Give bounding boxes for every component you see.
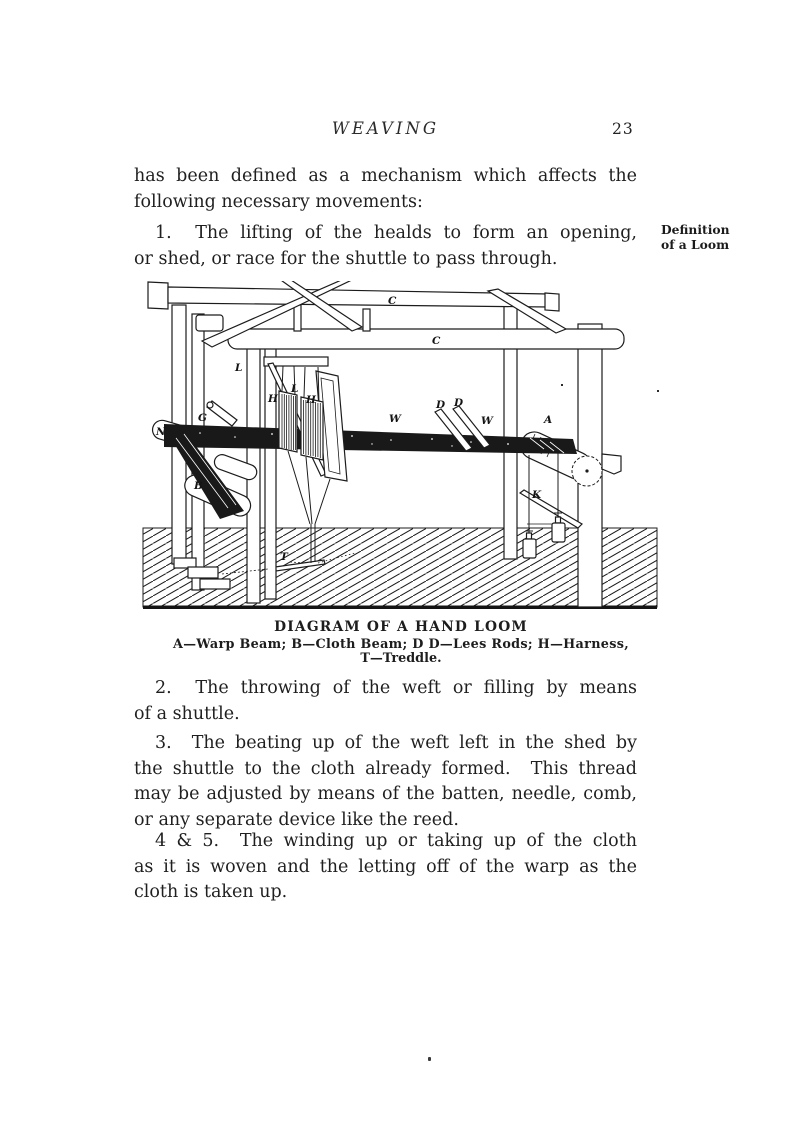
text-line: 1. The lifting of the healds to form an opening,: [155, 223, 637, 243]
text-line: following necessary movements:: [134, 191, 423, 212]
paragraph-item-2: [134, 676, 637, 727]
margin-note-line: of a Loom: [661, 236, 730, 252]
label-t: T: [280, 551, 288, 563]
label-b: B: [194, 480, 203, 492]
label-n: N: [156, 426, 166, 438]
label-d1: D: [436, 399, 446, 411]
text-line: or any separate device like the reed.: [134, 809, 459, 830]
label-a: A: [544, 414, 553, 426]
text-line: 2. The throwing of the weft or filling by means: [155, 678, 637, 698]
label-c-mid: C: [432, 335, 441, 347]
label-l1: L: [235, 362, 243, 374]
text-line: the shuttle to the cloth already formed. This thread: [134, 758, 637, 779]
scan-speck: [428, 1057, 431, 1061]
label-d2: D: [454, 397, 464, 409]
margin-note: [661, 223, 771, 252]
figure-caption-title: DIAGRAM OF A HAND LOOM: [274, 619, 528, 635]
running-header-title: WEAVING: [331, 119, 440, 138]
paragraph-intro: [134, 164, 637, 215]
label-h2: H: [306, 394, 316, 406]
paragraph-item-4-5: [134, 829, 637, 906]
label-g: G: [198, 412, 207, 424]
text-line: may be adjusted by means of the batten, needle, comb,: [134, 784, 637, 805]
warp-beam-end: [572, 456, 602, 486]
text-line: as it is woven and the letting off of the warp as the: [134, 856, 637, 877]
text-line: of a shuttle.: [134, 703, 240, 724]
text-line: cloth is taken up.: [134, 882, 288, 903]
figure-caption-key-line2: T—Treddle.: [360, 651, 442, 666]
top-frame-beams: [148, 281, 624, 366]
label-w1: W: [389, 413, 401, 425]
margin-note-line: Definition: [661, 222, 730, 237]
text-line: has been defined as a mechanism which affects the: [134, 166, 637, 186]
figure-caption-key-line1: A—Warp Beam; B—Cloth Beam; D D—Lees Rods; H—Harness,: [172, 637, 630, 652]
paragraph-item-1: [134, 221, 637, 272]
text-line: 3. The beating up of the weft left in the shed by: [155, 733, 637, 753]
text-line: 4 & 5. The winding up or taking up of the cloth: [155, 831, 637, 851]
page-number: 23: [612, 120, 634, 138]
label-h1: H: [268, 393, 278, 405]
paragraph-item-3: [134, 731, 637, 833]
temple-rod: [207, 401, 237, 426]
label-l2: L: [291, 383, 299, 395]
label-k: K: [532, 489, 542, 501]
label-w2: W: [481, 415, 493, 427]
scan-specks: [561, 384, 659, 392]
label-c-top: C: [388, 295, 397, 307]
text-line: or shed, or race for the shuttle to pass through.: [134, 248, 558, 269]
hand-loom-illustration: [140, 281, 662, 616]
